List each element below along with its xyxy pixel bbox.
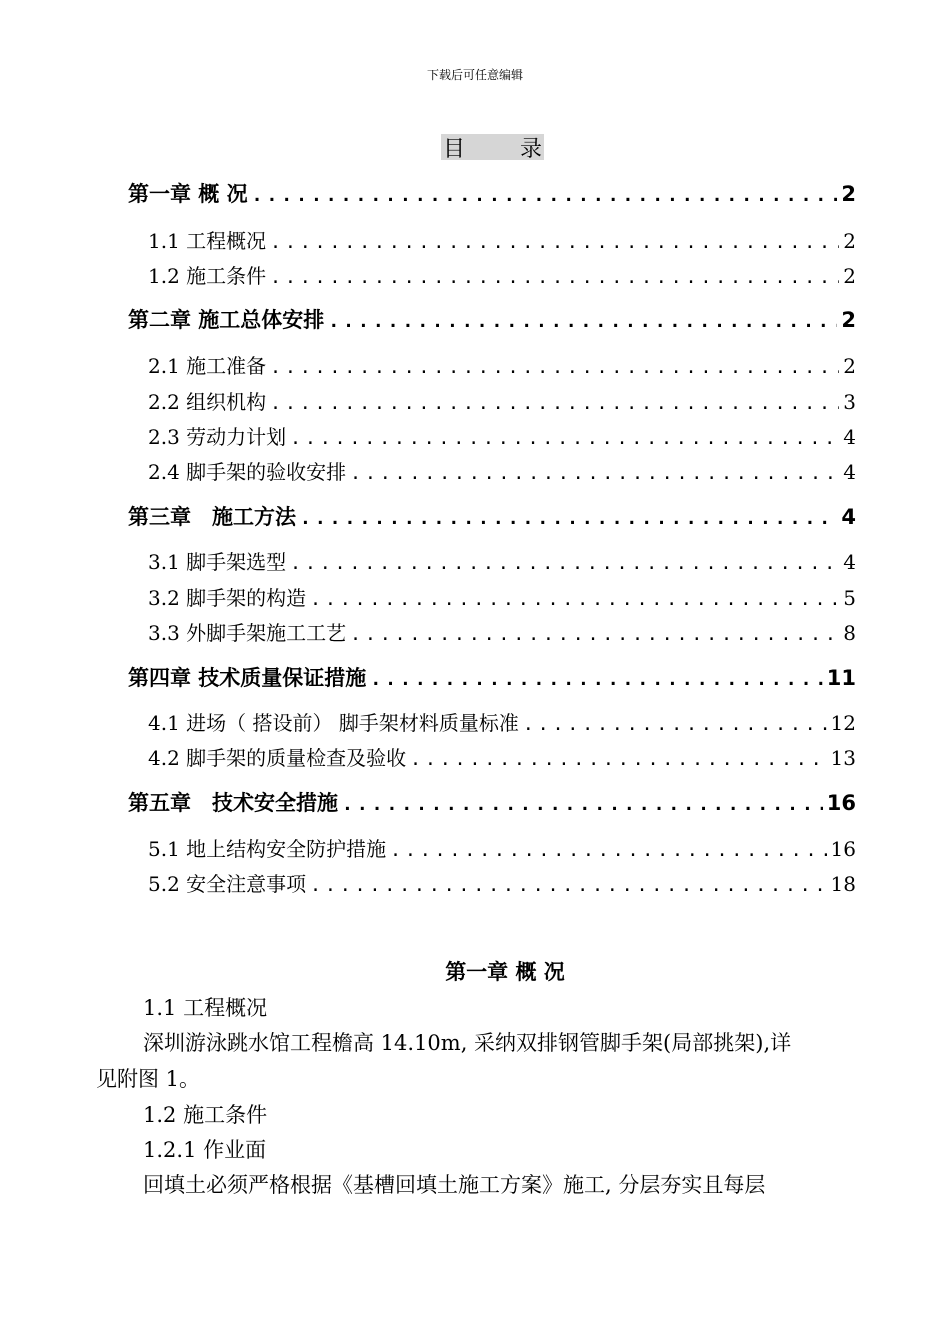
toc-title-right: 录	[519, 136, 542, 162]
toc-entry-page: 4	[843, 550, 856, 574]
toc-entry-label: 4.2 脚手架的质量检查及验收	[148, 746, 407, 770]
toc-entry-label: 3.1 脚手架选型	[148, 550, 287, 574]
toc-entry-section-2-3[interactable]	[148, 421, 856, 450]
toc-entry-section-2-2[interactable]	[148, 386, 856, 415]
toc-entry-label: 3.2 脚手架的构造	[148, 586, 307, 610]
toc-entry-label: 5.1 地上结构安全防护措施	[148, 837, 387, 861]
toc-leader-dots	[290, 428, 839, 449]
toc-entry-label: 第一章 概 况	[128, 182, 248, 206]
toc-leader-dots	[410, 749, 826, 770]
toc-leader-dots	[310, 589, 839, 610]
toc-entry-section-5-2[interactable]	[148, 868, 856, 897]
chapter-heading: 第一章 概 况	[445, 960, 565, 984]
toc-entry-page: 2	[843, 354, 856, 378]
toc-entry-page: 3	[843, 390, 856, 414]
toc-leader-dots	[390, 840, 826, 861]
toc-leader-dots	[300, 508, 837, 529]
toc-leader-dots	[370, 669, 822, 690]
toc-entry-page: 16	[830, 837, 856, 861]
toc-entry-label: 第三章 施工方法	[128, 505, 296, 529]
subsection-heading-1-2-1: 1.2.1 作业面	[143, 1138, 267, 1162]
toc-leader-dots	[270, 393, 839, 414]
toc-entry-chapter-4[interactable]	[128, 662, 856, 692]
toc-entry-label: 2.4 脚手架的验收安排	[148, 460, 347, 484]
toc-leader-dots	[523, 714, 827, 735]
toc-entry-section-5-1[interactable]	[148, 833, 856, 862]
toc-entry-page: 4	[843, 425, 856, 449]
toc-entry-section-3-1[interactable]	[148, 546, 856, 575]
toc-leader-dots	[350, 463, 839, 484]
toc-entry-label: 2.2 组织机构	[148, 390, 267, 414]
toc-entry-page: 18	[830, 872, 856, 896]
header-note: 下载后可任意编辑	[426, 68, 523, 82]
toc-entry-label: 第四章 技术质量保证措施	[128, 666, 367, 690]
toc-entry-page: 8	[843, 621, 856, 645]
toc-entry-label: 2.3 劳动力计划	[148, 425, 287, 449]
toc-entry-section-3-2[interactable]	[148, 582, 856, 611]
toc-entry-chapter-5[interactable]	[128, 787, 856, 817]
toc-entry-label: 2.1 施工准备	[148, 354, 267, 378]
toc-leader-dots	[310, 875, 826, 896]
toc-entry-label: 3.3 外脚手架施工工艺	[148, 621, 347, 645]
toc-leader-dots	[270, 232, 839, 253]
toc-entry-chapter-1[interactable]	[128, 178, 856, 208]
toc-entry-chapter-2[interactable]	[128, 304, 856, 334]
toc-title-left: 目	[443, 136, 466, 162]
toc-entry-page: 2	[843, 229, 856, 253]
toc-entry-page: 4	[841, 505, 856, 529]
toc-entry-label: 第五章 技术安全措施	[128, 791, 338, 815]
section-heading-1-1: 1.1 工程概况	[143, 996, 268, 1020]
toc-entry-page: 4	[843, 460, 856, 484]
paragraph-line: 深圳游泳跳水馆工程檐高 14.10m, 采纳双排钢管脚手架(局部挑架),详	[143, 1031, 792, 1055]
toc-entry-page: 11	[826, 666, 856, 690]
toc-entry-page: 12	[830, 711, 856, 735]
toc-entry-section-2-4[interactable]	[148, 456, 856, 485]
toc-entry-page: 2	[841, 182, 856, 206]
toc-entry-section-1-2[interactable]	[148, 260, 856, 289]
toc-leader-dots	[270, 267, 839, 288]
toc-entry-label: 4.1 进场（ 搭设前） 脚手架材料质量标准	[148, 711, 519, 735]
toc-entry-section-1-1[interactable]	[148, 225, 856, 254]
toc-leader-dots	[270, 357, 839, 378]
paragraph-line: 回填土必须严格根据《基槽回填土施工方案》施工, 分层夯实且每层	[143, 1173, 766, 1197]
toc-leader-dots	[290, 553, 839, 574]
toc-title	[441, 134, 544, 160]
toc-entry-label: 5.2 安全注意事项	[148, 872, 307, 896]
toc-entry-page: 2	[841, 308, 856, 332]
toc-leader-dots	[252, 185, 838, 206]
toc-entry-label: 第二章 施工总体安排	[128, 308, 325, 332]
toc-entry-section-4-1[interactable]	[148, 707, 856, 736]
toc-entry-section-4-2[interactable]	[148, 742, 856, 771]
toc-leader-dots	[342, 794, 823, 815]
toc-entry-page: 16	[826, 791, 856, 815]
paragraph-line: 见附图 1。	[96, 1067, 201, 1091]
toc-entry-page: 5	[843, 586, 856, 610]
toc-entry-section-3-3[interactable]	[148, 617, 856, 646]
toc-entry-section-2-1[interactable]	[148, 350, 856, 379]
toc-entry-page: 13	[830, 746, 856, 770]
toc-entry-chapter-3[interactable]	[128, 501, 856, 531]
toc-entry-label: 1.1 工程概况	[148, 229, 267, 253]
toc-entry-page: 2	[843, 264, 856, 288]
section-heading-1-2: 1.2 施工条件	[143, 1103, 268, 1127]
toc-leader-dots	[350, 624, 839, 645]
toc-leader-dots	[328, 311, 837, 332]
toc-entry-label: 1.2 施工条件	[148, 264, 267, 288]
